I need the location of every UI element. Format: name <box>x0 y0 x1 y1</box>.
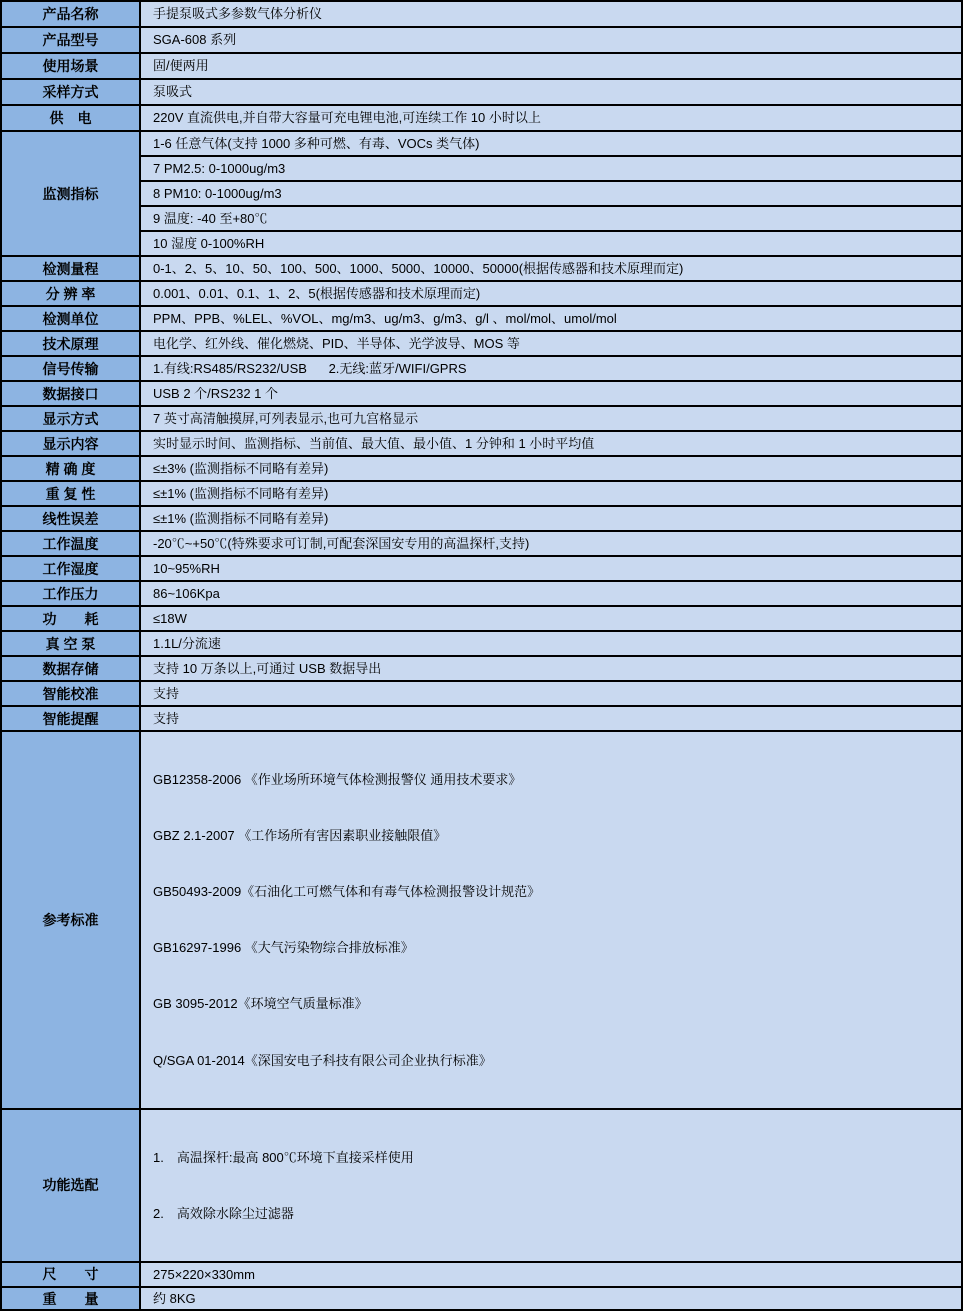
row-usage-scene <box>1 53 962 79</box>
row-repeatability <box>1 481 962 506</box>
row-monitor-indicators <box>1 181 962 206</box>
row-resolution <box>1 281 962 306</box>
spec-label: 显示方式 <box>1 406 140 431</box>
spec-label: 数据接口 <box>1 381 140 406</box>
row-technical-principle <box>1 331 962 356</box>
spec-value: ≤±3% (监测指标不同略有差异) <box>140 456 962 481</box>
spec-label: 智能提醒 <box>1 706 140 731</box>
spec-value: ≤±1% (监测指标不同略有差异) <box>140 481 962 506</box>
row-vacuum-pump <box>1 631 962 656</box>
row-signal-transmission <box>1 356 962 381</box>
spec-label: 工作湿度 <box>1 556 140 581</box>
row-model <box>1 27 962 53</box>
spec-value: ≤±1% (监测指标不同略有差异) <box>140 506 962 531</box>
spec-label: 功能选配 <box>1 1109 140 1262</box>
spec-value: 支持 10 万条以上,可通过 USB 数据导出 <box>140 656 962 681</box>
row-working-humidity <box>1 556 962 581</box>
spec-label: 产品型号 <box>1 27 140 53</box>
options-list <box>140 1109 962 1262</box>
spec-label: 监测指标 <box>1 131 140 256</box>
spec-value: 275×220×330mm <box>140 1262 962 1287</box>
spec-label: 重 复 性 <box>1 481 140 506</box>
spec-label: 显示内容 <box>1 431 140 456</box>
standards-list <box>140 731 962 1109</box>
spec-value: 0-1、2、5、10、50、100、500、1000、5000、10000、50000(根据传感器和技术原理而定) <box>140 256 962 281</box>
spec-value: 10~95%RH <box>140 556 962 581</box>
row-working-pressure <box>1 581 962 606</box>
spec-label: 分 辨 率 <box>1 281 140 306</box>
spec-label: 尺 寸 <box>1 1262 140 1287</box>
standard-item: Q/SGA 01-2014《深国安电子科技有限公司企业执行标准》 <box>153 1052 492 1068</box>
standard-item: GBZ 2.1-2007 《工作场所有害因素职业接触限值》 <box>153 828 447 844</box>
row-monitor-indicators <box>1 156 962 181</box>
monitor-item: 7 PM2.5: 0-1000ug/m3 <box>140 156 962 181</box>
spec-value: -20℃~+50℃(特殊要求可订制,可配套深国安专用的高温探杆,支持) <box>140 531 962 556</box>
spec-value: 86~106Kpa <box>140 581 962 606</box>
row-smart-reminder <box>1 706 962 731</box>
row-monitor-indicators <box>1 131 962 156</box>
spec-value: 支持 <box>140 681 962 706</box>
standard-item: GB12358-2006 《作业场所环境气体检测报警仪 通用技术要求》 <box>153 772 522 788</box>
spec-label: 数据存储 <box>1 656 140 681</box>
spec-value: SGA-608 系列 <box>140 27 962 53</box>
row-working-temperature <box>1 531 962 556</box>
spec-label: 检测单位 <box>1 306 140 331</box>
monitor-item: 1-6 任意气体(支持 1000 多种可燃、有毒、VOCs 类气体) <box>140 131 962 156</box>
row-data-interface <box>1 381 962 406</box>
row-monitor-indicators <box>1 231 962 256</box>
spec-label: 工作温度 <box>1 531 140 556</box>
row-monitor-indicators <box>1 206 962 231</box>
row-detection-units <box>1 306 962 331</box>
spec-label: 技术原理 <box>1 331 140 356</box>
spec-label: 检测量程 <box>1 256 140 281</box>
spec-label: 产品名称 <box>1 1 140 27</box>
spec-label: 信号传输 <box>1 356 140 381</box>
spec-label: 功 耗 <box>1 606 140 631</box>
monitor-item: 8 PM10: 0-1000ug/m3 <box>140 181 962 206</box>
row-weight <box>1 1287 962 1311</box>
row-detection-range <box>1 256 962 281</box>
spec-value: 泵吸式 <box>140 79 962 105</box>
row-display-content <box>1 431 962 456</box>
standard-item: GB16297-1996 《大气污染物综合排放标准》 <box>153 940 414 956</box>
monitor-item: 9 温度: -40 至+80℃ <box>140 206 962 231</box>
spec-value: PPM、PPB、%LEL、%VOL、mg/m3、ug/m3、g/m3、g/l 、mol/mol、umol/mol <box>140 306 962 331</box>
spec-label: 参考标准 <box>1 731 140 1109</box>
row-dimensions <box>1 1262 962 1287</box>
row-data-storage <box>1 656 962 681</box>
spec-value: 实时显示时间、监测指标、当前值、最大值、最小值、1 分钟和 1 小时平均值 <box>140 431 962 456</box>
spec-value: 约 8KG <box>140 1287 962 1311</box>
row-power-consumption <box>1 606 962 631</box>
spec-value: 1.1L/分流速 <box>140 631 962 656</box>
spec-label: 使用场景 <box>1 53 140 79</box>
spec-label: 智能校准 <box>1 681 140 706</box>
row-accuracy <box>1 456 962 481</box>
spec-label: 采样方式 <box>1 79 140 105</box>
spec-value: USB 2 个/RS232 1 个 <box>140 381 962 406</box>
row-power-supply <box>1 105 962 131</box>
row-optional-features <box>1 1109 962 1262</box>
monitor-item: 10 湿度 0-100%RH <box>140 231 962 256</box>
spec-value: 7 英寸高清触摸屏,可列表显示,也可九宫格显示 <box>140 406 962 431</box>
spec-value: 支持 <box>140 706 962 731</box>
spec-value: ≤18W <box>140 606 962 631</box>
standard-item: GB50493-2009《石油化工可燃气体和有毒气体检测报警设计规范》 <box>153 884 541 900</box>
spec-label: 工作压力 <box>1 581 140 606</box>
row-linearity-error <box>1 506 962 531</box>
row-smart-calibration <box>1 681 962 706</box>
row-product-name <box>1 1 962 27</box>
spec-value: 1.有线:RS485/RS232/USB 2.无线:蓝牙/WIFI/GPRS <box>140 356 962 381</box>
spec-value: 手提泵吸式多参数气体分析仪 <box>140 1 962 27</box>
row-reference-standards <box>1 731 962 1109</box>
spec-label: 线性误差 <box>1 506 140 531</box>
spec-label: 供 电 <box>1 105 140 131</box>
option-item: 1. 高温探杆:最高 800℃环境下直接采样使用 <box>153 1149 414 1165</box>
spec-label: 真 空 泵 <box>1 631 140 656</box>
option-item: 2. 高效除水除尘过滤器 <box>153 1205 294 1221</box>
row-sampling-method <box>1 79 962 105</box>
spec-value: 220V 直流供电,并自带大容量可充电锂电池,可连续工作 10 小时以上 <box>140 105 962 131</box>
spec-value: 0.001、0.01、0.1、1、2、5(根据传感器和技术原理而定) <box>140 281 962 306</box>
row-display-mode <box>1 406 962 431</box>
spec-label: 重 量 <box>1 1287 140 1311</box>
standard-item: GB 3095-2012《环境空气质量标准》 <box>153 996 368 1012</box>
spec-label: 精 确 度 <box>1 456 140 481</box>
spec-value: 电化学、红外线、催化燃烧、PID、半导体、光学波导、MOS 等 <box>140 331 962 356</box>
spec-value: 固/便两用 <box>140 53 962 79</box>
